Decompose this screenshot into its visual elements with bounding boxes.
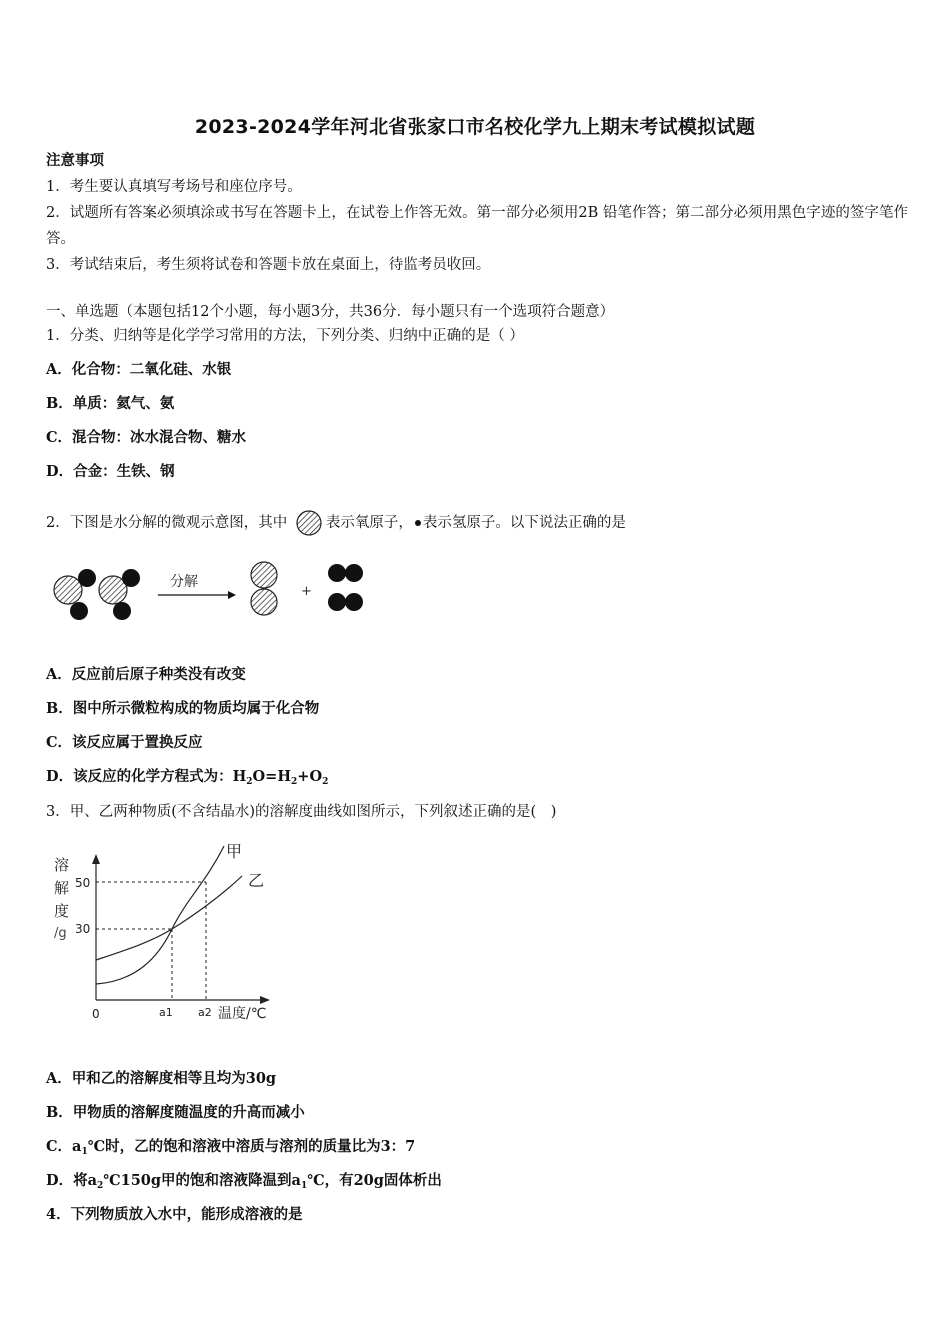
q2-option-b[interactable]: B．图中所示微粒构成的物质均属于化合物 — [46, 700, 320, 717]
oxygen-atom-icon — [295, 509, 323, 537]
water-decomposition-diagram — [46, 558, 386, 628]
q1-option-a[interactable]: A．化合物：二氧化硅、水银 — [46, 361, 232, 378]
plus-sign: + — [301, 584, 312, 599]
q3-option-d[interactable]: D．将$a_2℃150g$甲的饱和溶液降温到$a_1℃$，有20g固体析出 — [46, 1172, 442, 1191]
curve-yi — [96, 876, 242, 960]
q2-stem-part-b: 表示氧原子， — [325, 515, 413, 531]
q2-option-d[interactable] — [46, 767, 328, 792]
q1-option-c[interactable]: C．混合物：冰水混合物、糖水 — [46, 429, 247, 446]
y-label-unit: /g — [54, 926, 67, 941]
notice-heading: 注意事项 — [46, 152, 104, 169]
x-tick-a1: a1 — [159, 1006, 173, 1019]
curve-jia-label: 甲 — [226, 842, 243, 861]
notice-list — [46, 174, 908, 278]
equation: $H_2O=H_2+O_2$ — [232, 768, 329, 787]
water-molecule-2 — [99, 569, 140, 620]
q4-stem: 4．下列物质放入水中，能形成溶液的是 — [46, 1206, 303, 1223]
oxygen-molecule — [251, 562, 277, 615]
water-molecule-1 — [54, 569, 96, 620]
q1-option-d[interactable]: D．合金：生铁、钢 — [46, 463, 175, 480]
y-label-char: 溶 — [54, 856, 70, 874]
q2-option-a[interactable]: A．反应前后原子种类没有改变 — [46, 666, 246, 683]
q3-option-c[interactable]: C．$a_1℃$时，乙的饱和溶液中溶质与溶剂的质量比为3：7 — [46, 1138, 416, 1157]
q1-option-b[interactable]: B．单质：氦气、氨 — [46, 395, 175, 412]
notice-item: 2．试题所有答案必须填涂或书写在答题卡上，在试卷上作答无效。第一部分必须用2B 铅笔作答；第二部分必须用黑色字迹的签字笔作答。 — [46, 205, 908, 247]
curve-jia — [96, 846, 224, 984]
q2-option-c[interactable]: C．该反应属于置换反应 — [46, 734, 203, 751]
curve-yi-label: 乙 — [248, 871, 265, 890]
origin-label: 0 — [92, 1007, 100, 1021]
section-heading: 一、单选题（本题包括12个小题，每小题3分，共36分．每小题只有一个选项符合题意） — [46, 304, 615, 320]
notice-item: 3．考试结束后，考生须将试卷和答题卡放在桌面上，待监考员收回。 — [46, 257, 491, 273]
y-label-char: 解 — [54, 879, 70, 897]
y-tick-30: 30 — [75, 922, 91, 936]
q2-stem-part-a: 2．下图是水分解的微观示意图，其中 — [46, 515, 288, 531]
q3-stem: 3．甲、乙两种物质(不含结晶水)的溶解度曲线如图所示，下列叙述正确的是( ) — [46, 804, 557, 820]
hydrogen-molecules — [328, 564, 363, 611]
x-label: 温度/℃ — [218, 1006, 267, 1022]
q2-stem — [46, 509, 626, 537]
q2-option-d-prefix: D．该反应的化学方程式为： — [46, 768, 233, 785]
page-title: 2023-2024学年河北省张家口市名校化学九上期末考试模拟试题 — [194, 116, 756, 138]
y-label-char: 度 — [54, 902, 70, 920]
q1-stem: 1．分类、归纳等是化学学习常用的方法，下列分类、归纳中正确的是（ ） — [46, 328, 524, 344]
hydrogen-atom-icon — [414, 519, 422, 527]
solubility-graph — [46, 836, 286, 1026]
q3-option-a[interactable]: A．甲和乙的溶解度相等且均为30g — [46, 1070, 277, 1087]
arrow-label: 分解 — [170, 574, 198, 590]
notice-item: 1．考生要认真填写考场号和座位序号。 — [46, 179, 302, 195]
y-tick-50: 50 — [75, 876, 91, 890]
x-tick-a2: a2 — [198, 1006, 212, 1019]
reaction-arrow — [158, 574, 236, 599]
q2-stem-part-c: 表示氢原子。以下说法正确的是 — [422, 515, 626, 531]
q3-option-b[interactable]: B．甲物质的溶解度随温度的升高而减小 — [46, 1104, 305, 1121]
